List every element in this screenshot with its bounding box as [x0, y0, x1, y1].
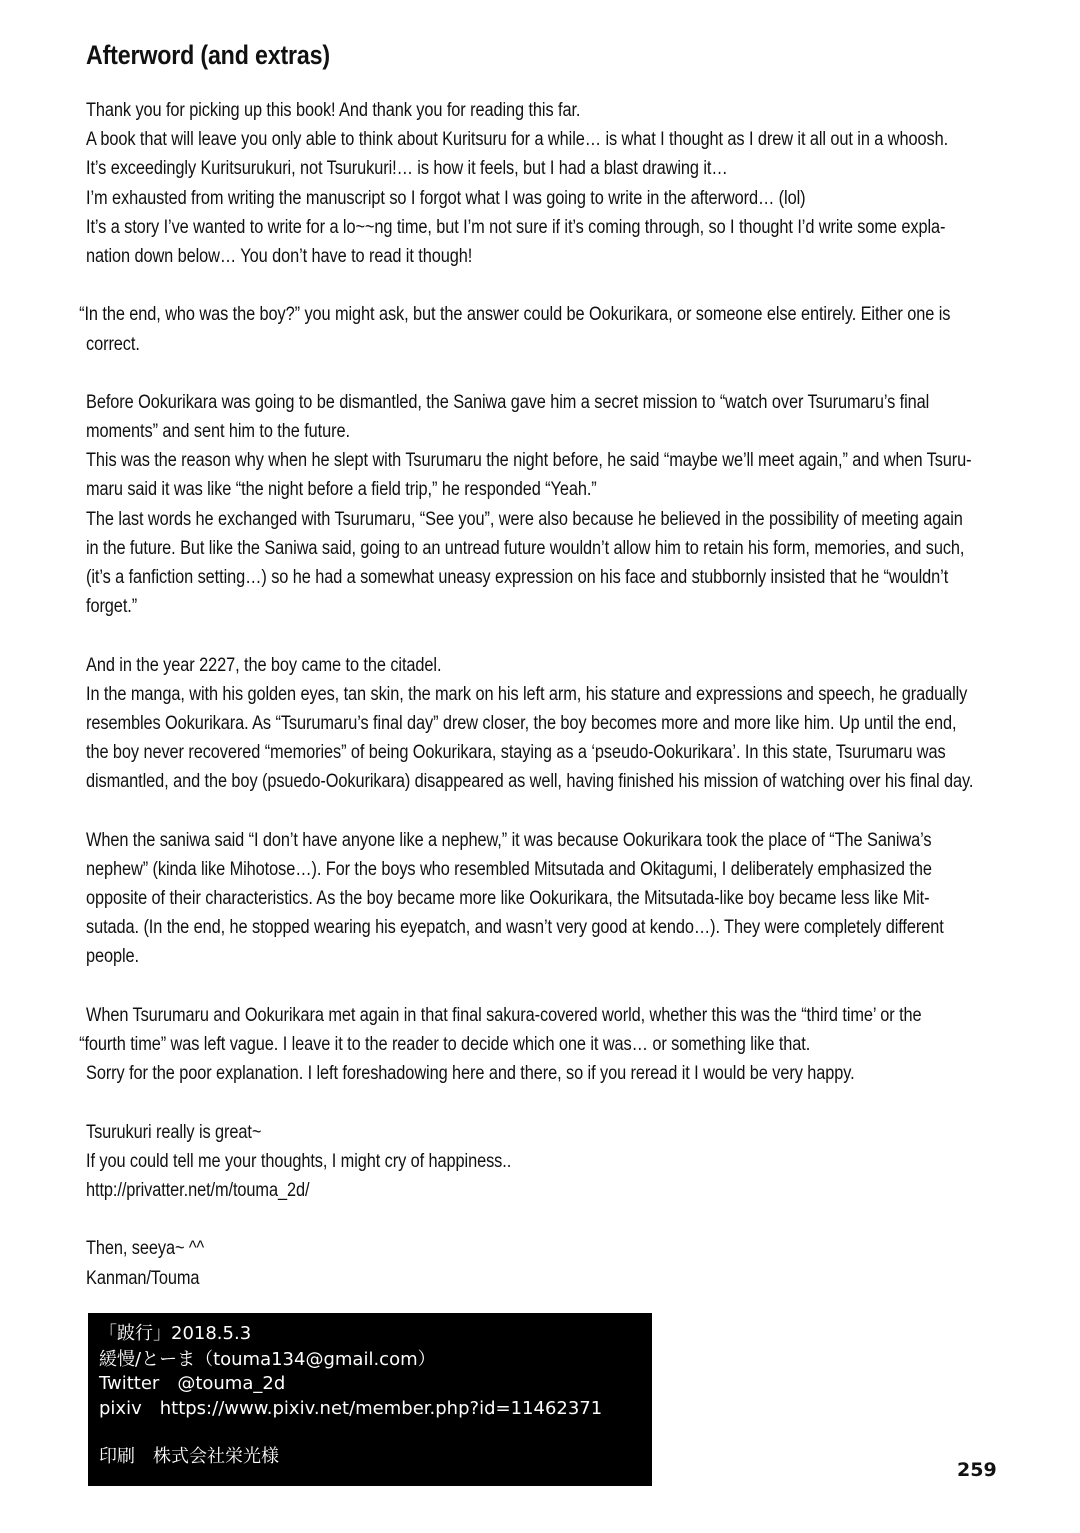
page-number: 259 — [957, 1459, 997, 1481]
paragraph — [86, 1234, 1019, 1292]
colophon-twitter: Twitter @touma_2d — [99, 1373, 286, 1394]
text-line: maru said it was like “the night before a field trip,” he responded “Yeah.” — [86, 479, 597, 501]
paragraph — [86, 826, 1019, 972]
text-line: nephew” (kinda like Mihotose…). For the boys who resembled Mitsutada and Okitagumi, I deliberately emphasized the — [86, 858, 932, 880]
text-line: A book that will leave you only able to think about Kuritsuru for a while… is what I thought as I drew it all out in a whoosh. — [86, 129, 949, 151]
text-line: dismantled, and the boy (psuedo-Ookurikara) disappeared as well, having finished his mission of watching over his final day. — [86, 771, 974, 793]
paragraph — [79, 300, 1019, 358]
text-line: It’s a story I’ve wanted to write for a lo~~ng time, but I’m not sure if it’s coming through, so I thought I’d write some expla- — [86, 216, 946, 238]
colophon-box — [88, 1313, 652, 1486]
text-line: It’s exceedingly Kuritsurukuri, not Tsurukuri!… is how it feels, but I had a blast drawing it… — [86, 158, 728, 180]
text-line: Thank you for picking up this book! And thank you for reading this far. — [86, 100, 581, 121]
page-title: Afterword (and extras) — [86, 40, 330, 70]
colophon-title-date: 「跛行」2018.5.3 — [99, 1323, 252, 1344]
text-line: The last words he exchanged with Tsurumaru, “See you”, were also because he believed in the possibility of meeting again — [86, 508, 963, 530]
colophon-pixiv: pixiv https://www.pixiv.net/member.php?id=11462371 — [99, 1398, 603, 1419]
text-line: moments” and sent him to the future. — [86, 421, 350, 443]
text-line: people. — [86, 946, 140, 968]
text-line: When the saniwa said “I don’t have anyone like a nephew,” it was because Ookurikara took the place of “The Saniwa’s — [86, 829, 932, 851]
paragraph — [79, 1001, 1019, 1089]
afterword-body — [79, 96, 1019, 1293]
text-line: Then, seeya~ ^^ — [86, 1238, 205, 1260]
text-line: In the manga, with his golden eyes, tan skin, the mark on his left arm, his stature and expressions and speech, he gradually — [86, 683, 968, 705]
author-signature: Kanman/Touma — [86, 1267, 200, 1289]
text-line: correct. — [86, 333, 140, 355]
paragraph — [86, 1118, 1019, 1206]
text-line: This was the reason why when he slept with Tsurumaru the night before, he said “maybe we’ll meet again,” and when Tsuru- — [86, 450, 972, 472]
text-line: nation down below… You don’t have to read it though! — [86, 245, 473, 267]
text-line: When Tsurumaru and Ookurikara met again in that final sakura-covered world, whether this was the “third time’ or the — [86, 1004, 922, 1026]
text-line: forget.” — [86, 596, 138, 618]
colophon-author-email: 緩慢/とーま（touma134@gmail.com） — [99, 1349, 436, 1370]
text-line: (it’s a fanfiction setting…) so he had a somewhat uneasy expression on his face and stubbornly insisted that he “wouldn’t — [86, 567, 949, 588]
text-line: Sorry for the poor explanation. I left foreshadowing here and there, so if you reread it I would be very happy. — [86, 1063, 855, 1085]
text-line: “fourth time” was left vague. I leave it to the reader to decide which one it was… or something like that. — [79, 1034, 811, 1055]
text-line: Tsurukuri really is great~ — [86, 1121, 262, 1143]
colophon-printer: 印刷 株式会社栄光様 — [99, 1446, 279, 1467]
author-url: http://privatter.net/m/touma_2d/ — [86, 1179, 310, 1201]
text-line: And in the year 2227, the boy came to the citadel. — [86, 654, 442, 676]
paragraph — [86, 388, 1019, 622]
text-line: the boy never recovered “memories” of being Ookurikara, staying as a ‘pseudo-Ookurikara’. In this state, Tsurumaru was — [86, 742, 946, 764]
text-line: resembles Ookurikara. As “Tsurumaru’s final day” drew closer, the boy becomes more and more like him. Up until the end, — [86, 712, 957, 734]
text-line: sutada. (In the end, he stopped wearing his eyepatch, and wasn’t very good at kendo…). They were completely different — [86, 917, 944, 939]
paragraph — [86, 96, 1019, 271]
text-line: opposite of their characteristics. As the boy became more like Ookurikara, the Mitsutada-like boy became less like Mit- — [86, 888, 930, 910]
text-line: “In the end, who was the boy?” you might ask, but the answer could be Ookurikara, or someone else entirely. Either one is — [79, 304, 951, 326]
text-line: in the future. But like the Saniwa said, going to an untread future wouldn’t allow him to retain his form, memories, and such, — [86, 537, 965, 559]
paragraph — [86, 651, 1019, 797]
text-line: Before Ookurikara was going to be dismantled, the Saniwa gave him a secret mission to “watch over Tsurumaru’s final — [86, 391, 930, 413]
text-line: I’m exhausted from writing the manuscript so I forgot what I was going to write in the afterword… (lol) — [86, 187, 806, 209]
text-line: If you could tell me your thoughts, I might cry of happiness.. — [86, 1150, 512, 1172]
